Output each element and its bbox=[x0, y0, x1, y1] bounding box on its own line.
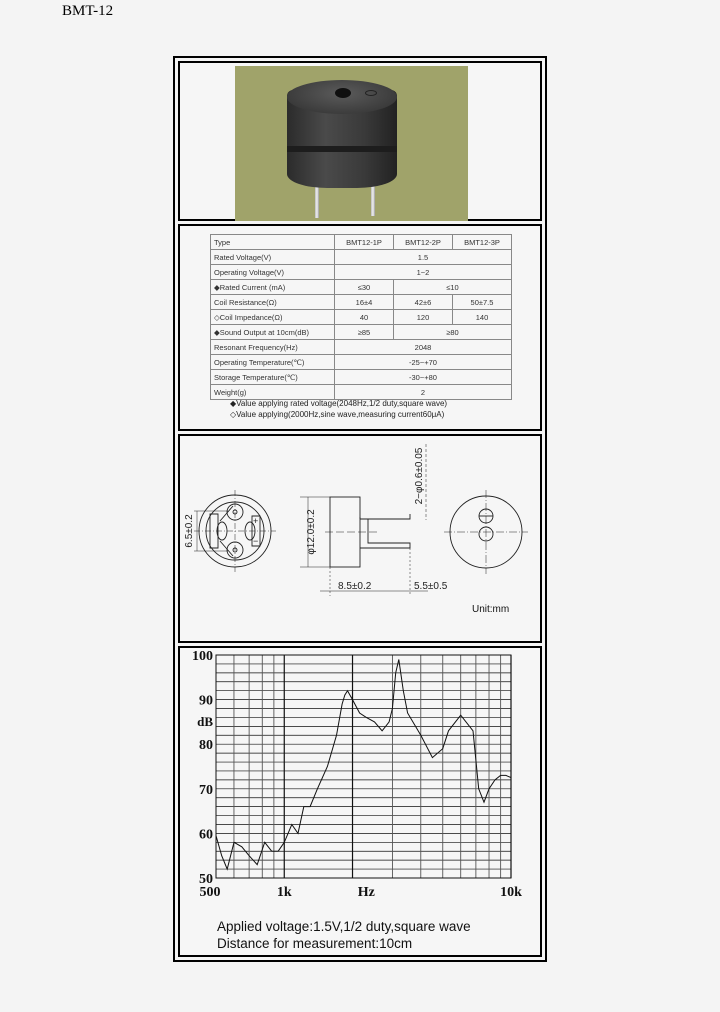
note-impedance: ◇Value applying(2000Hz,sine wave,measuring current60μA) bbox=[230, 410, 445, 419]
pin-spacing-dim: 6.5±0.2 bbox=[184, 514, 195, 548]
datasheet-frame bbox=[173, 56, 547, 962]
spec-row bbox=[211, 355, 512, 370]
x-tick-label: 10k bbox=[500, 885, 522, 900]
polarity-mark bbox=[365, 90, 377, 96]
caption-distance: Distance for measurement:10cm bbox=[217, 936, 413, 951]
row-label: Storage Temperature(℃) bbox=[211, 370, 335, 385]
row-label: Rated Voltage(V) bbox=[211, 250, 335, 265]
spec-header-row bbox=[211, 235, 512, 250]
caption-voltage: Applied voltage:1.5V,1/2 duty,square wave bbox=[217, 919, 471, 934]
row-value: 16±4 bbox=[335, 295, 394, 310]
buzzer-band bbox=[287, 146, 397, 152]
frequency-response-chart bbox=[180, 648, 540, 913]
row-value: 140 bbox=[453, 310, 512, 325]
bottom-view bbox=[194, 490, 276, 572]
diameter-dim: φ12.0±0.2 bbox=[306, 509, 317, 555]
chart-panel bbox=[178, 646, 542, 957]
row-label: Operating Temperature(℃) bbox=[211, 355, 335, 370]
row-label: ◆Sound Output at 10cm(dB) bbox=[211, 325, 335, 340]
product-photo-panel bbox=[178, 61, 542, 221]
top-view bbox=[444, 490, 528, 574]
unit-label: Unit:mm bbox=[472, 604, 510, 615]
row-value: -30~+80 bbox=[335, 370, 512, 385]
row-value: ≤30 bbox=[335, 280, 394, 295]
spec-notes bbox=[230, 398, 447, 420]
header-type: Type bbox=[211, 235, 335, 250]
header-3p: BMT12-3P bbox=[453, 235, 512, 250]
y-tick-label: 80 bbox=[199, 738, 213, 754]
plot-frame bbox=[216, 655, 511, 878]
spec-row bbox=[211, 310, 512, 325]
y-axis-label: dB bbox=[197, 713, 213, 729]
row-value: 2048 bbox=[335, 340, 512, 355]
row-label: ◆Rated Current (mA) bbox=[211, 280, 335, 295]
pin-length-dim: 5.5±0.5 bbox=[414, 581, 448, 592]
row-label: ◇Coil Impedance(Ω) bbox=[211, 310, 335, 325]
plus-terminal: + bbox=[253, 516, 259, 526]
height-dim: 8.5±0.2 bbox=[338, 581, 372, 592]
dimension-drawing-panel bbox=[178, 434, 542, 643]
row-value: -25~+70 bbox=[335, 355, 512, 370]
header-1p: BMT12-1P bbox=[335, 235, 394, 250]
x-tick-label: 500 bbox=[199, 885, 221, 900]
product-photo bbox=[235, 66, 468, 221]
spec-row bbox=[211, 340, 512, 355]
spec-row bbox=[211, 370, 512, 385]
row-value: 40 bbox=[335, 310, 394, 325]
row-value: 1.5 bbox=[335, 250, 512, 265]
row-label: Weight(g) bbox=[211, 385, 335, 400]
row-value: ≥80 bbox=[394, 325, 512, 340]
spec-row bbox=[211, 325, 512, 340]
spec-row bbox=[211, 280, 512, 295]
row-value: 120 bbox=[394, 310, 453, 325]
y-tick-label: 50 bbox=[199, 872, 213, 887]
row-value: 50±7.5 bbox=[453, 295, 512, 310]
row-value: ≥85 bbox=[335, 325, 394, 340]
row-label: Operating Voltage(V) bbox=[211, 265, 335, 280]
row-label: Resonant Frequency(Hz) bbox=[211, 340, 335, 355]
minus-terminal: − bbox=[253, 536, 259, 546]
row-value: 1~2 bbox=[335, 265, 512, 280]
y-tick-label: 60 bbox=[199, 827, 213, 843]
y-tick-label: 70 bbox=[199, 782, 213, 798]
spec-row bbox=[211, 265, 512, 280]
spec-table bbox=[210, 234, 512, 400]
note-rated: ◆Value applying rated voltage(2048Hz,1/2 duty,square wave) bbox=[230, 399, 448, 408]
x-tick-label: Hz bbox=[357, 885, 375, 900]
x-tick-label: 1k bbox=[276, 885, 292, 900]
y-tick-label: 100 bbox=[192, 649, 213, 664]
sound-hole bbox=[335, 88, 351, 98]
row-label: Coil Resistance(Ω) bbox=[211, 295, 335, 310]
spec-panel bbox=[178, 224, 542, 431]
y-tick-label: 90 bbox=[199, 693, 213, 709]
row-value: 42±6 bbox=[394, 295, 453, 310]
document-title: BMT-12 bbox=[62, 3, 114, 19]
row-value: ≤10 bbox=[394, 280, 512, 295]
side-view bbox=[300, 444, 428, 596]
row-value: 2 bbox=[335, 385, 512, 400]
spec-row bbox=[211, 295, 512, 310]
spec-row bbox=[211, 250, 512, 265]
header-2p: BMT12-2P bbox=[394, 235, 453, 250]
pin-diameter-dim: 2−φ0.6±0.05 bbox=[414, 447, 425, 505]
chart-caption bbox=[217, 918, 471, 952]
